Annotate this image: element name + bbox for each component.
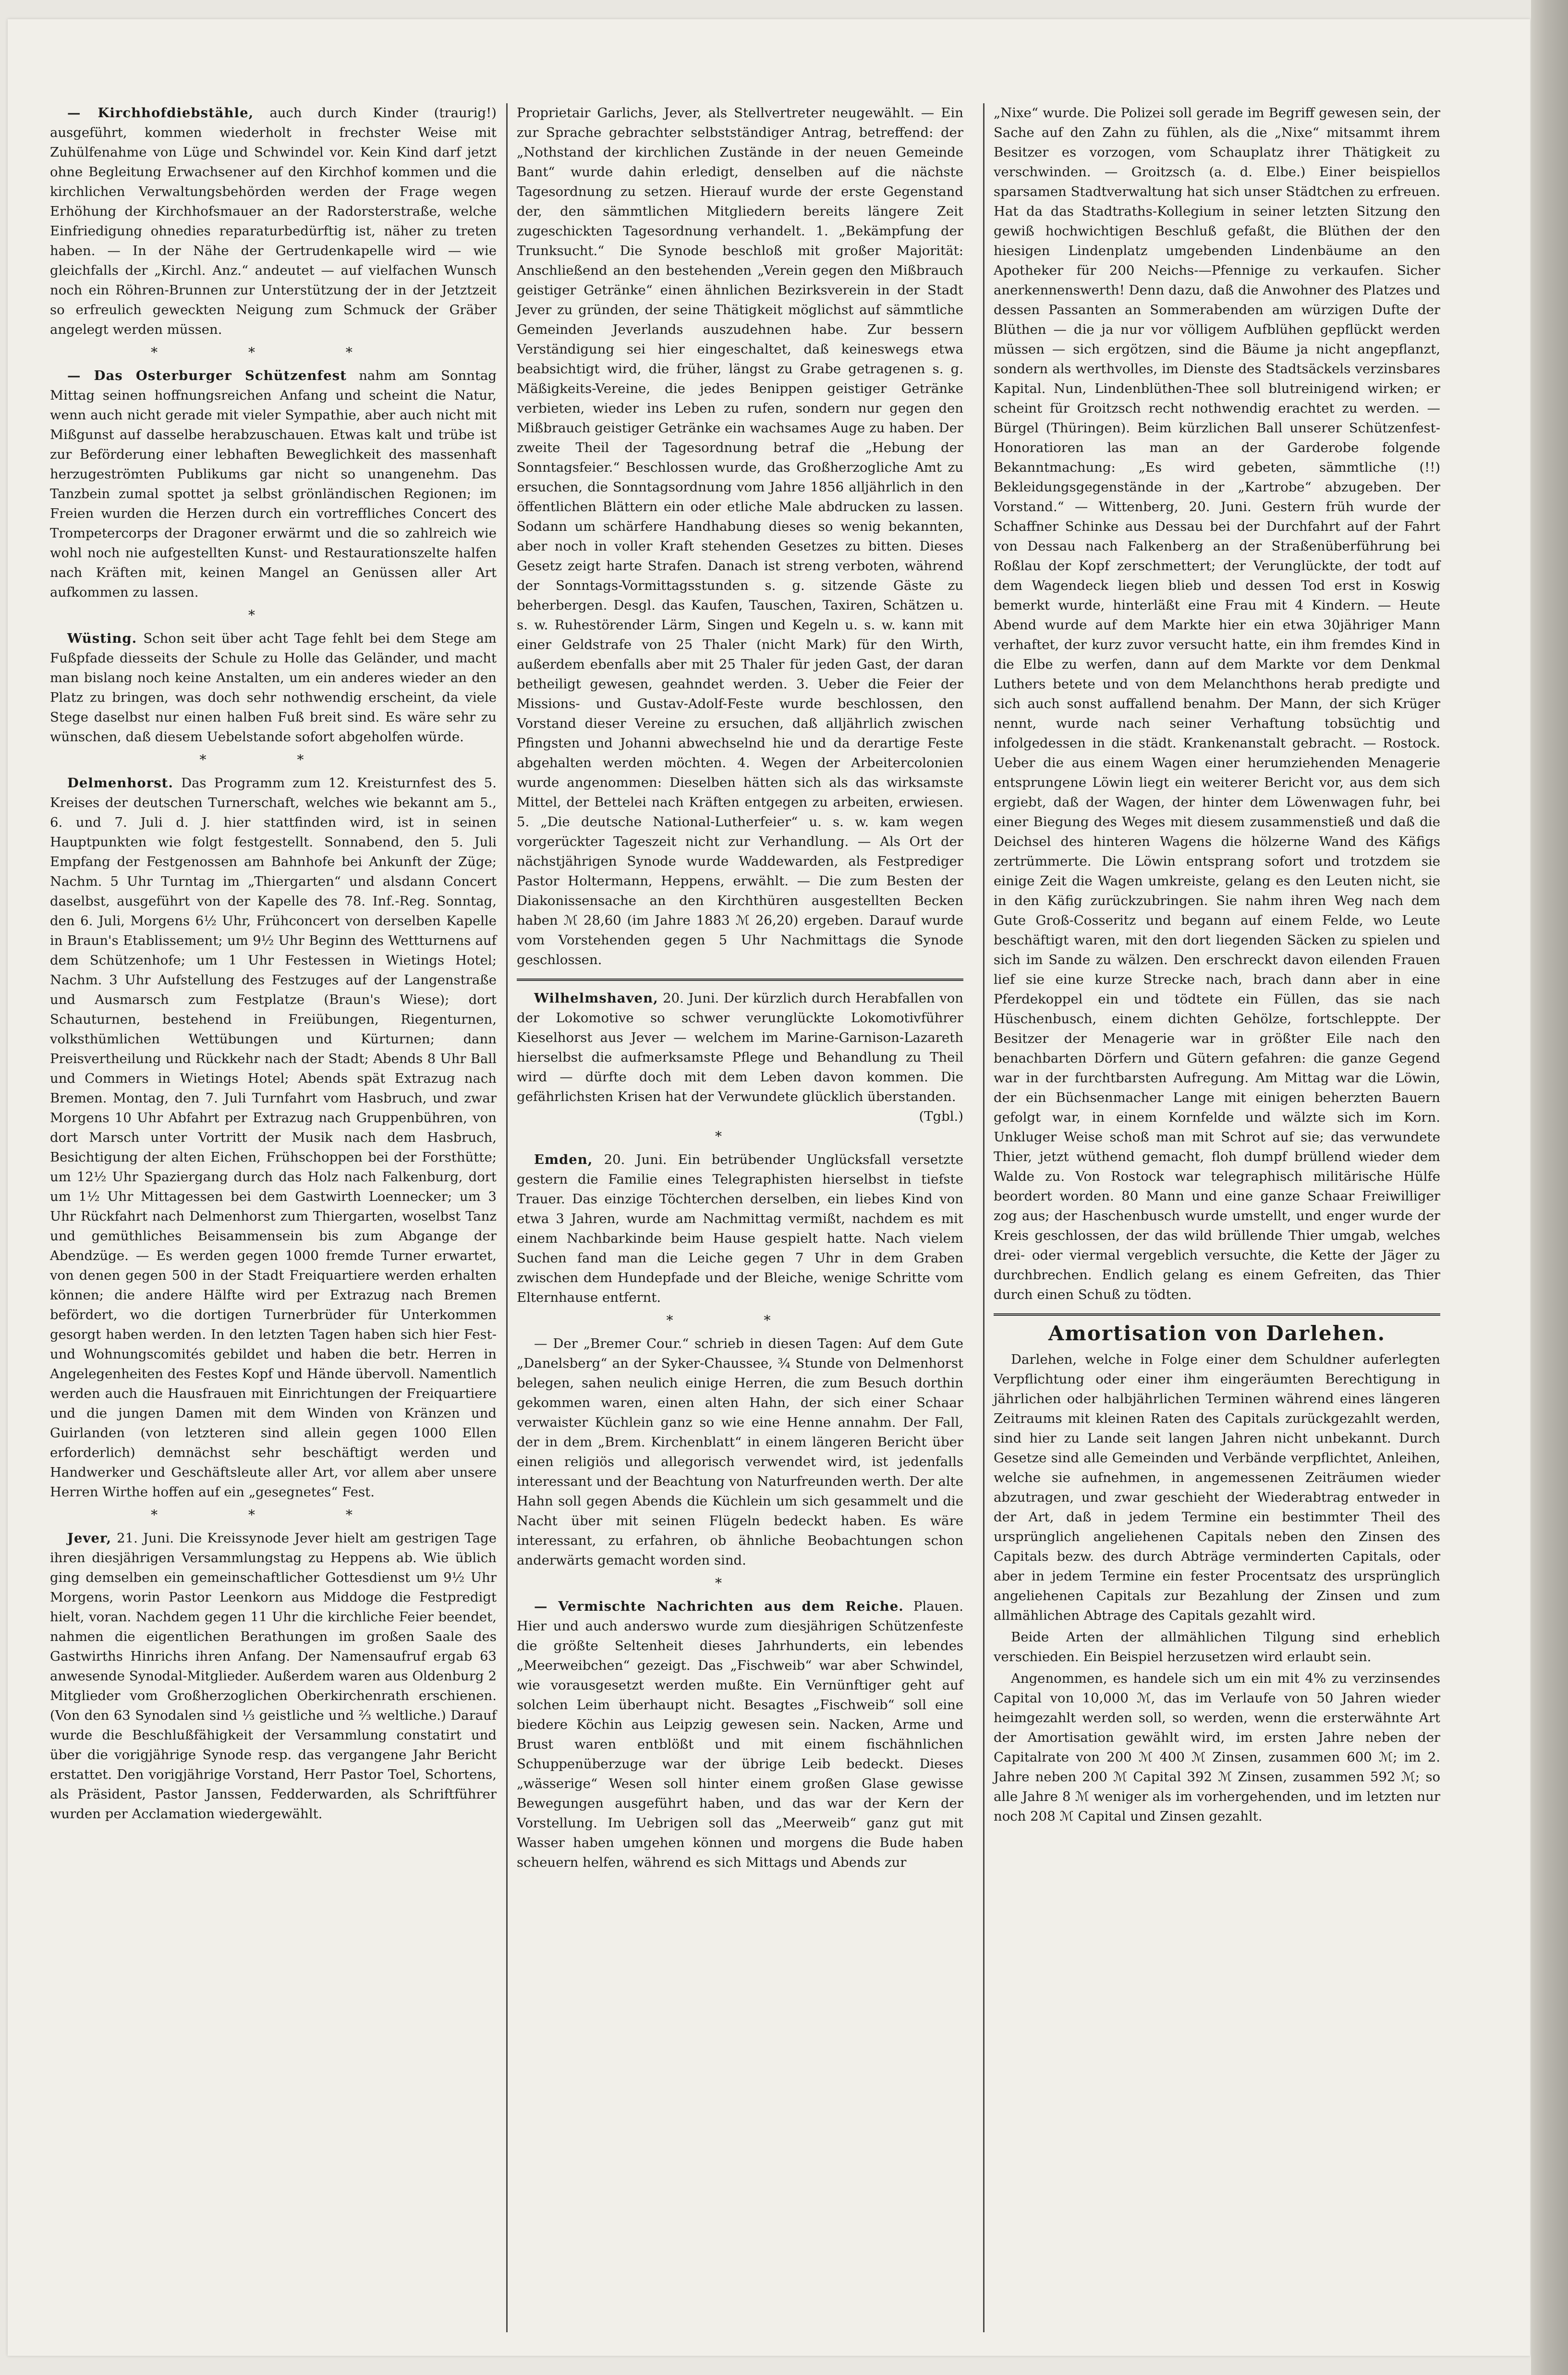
separator-stars: *	[715, 1128, 765, 1144]
page-binding-edge	[1531, 0, 1568, 2375]
column-left	[50, 103, 497, 1826]
article-kirchhof	[50, 103, 497, 340]
separator-stars: * * *	[151, 344, 396, 360]
article-body: 20. Juni. Der kürzlich durch Herabfallen von der Lokomotive so schwer verunglückte Lokomotivführer Kieselhorst aus Jever — welchem im Marine-Garnison-Lazareth hierselbst die aufmerksamste Pflege und Behandlung zu Theil wird — dürfte doch mit dem Leben davon kommen. Die gefährlichsten Krisen hat der Verwundete glücklich überstanden.	[517, 991, 963, 1104]
article-heading: — Das Osterburger Schützenfest	[67, 368, 347, 383]
article-heading: Wilhelmshaven,	[534, 991, 658, 1006]
article-body: 21. Juni. Die Kreissynode Jever hielt am gestrigen Tage ihren diesjährigen Versammlungstag zu Heppens ab. Wie üblich ging demselben ein gemeinschaftlicher Gottesdienst um 9½ Uhr Morgens, worin Pastor Leenkorn aus Middoge die Festpredigt hielt, voran. Nachdem gegen 11 Uhr die kirchliche Feier beendet, nahmen die eigentlichen Berathungen im großen Saale des Gastwirths Hinrichs ihren Anfang. Der Namensaufruf ergab 63 anwesende Synodal-Mitglieder. Außerdem waren aus Oldenburg 2 Mitglieder vom Großherzoglichen Oberkirchenrath erschienen. (Von den 63 Synodalen sind ⅓ geistliche und ⅔ weltliche.) Darauf wurde die Beschlußfähigkeit der Versammlung constatirt und über die vorigjährige Synode resp. das vergangene Jahr Bericht erstattet. Den vorigjährige Vorstand, Herr Pastor Toel, Schortens, als Präsident, Pastor Janssen, Fedderwarden, als Schriftführer wurden per Acclamation wiedergewählt.	[50, 1530, 497, 1822]
article-body: Plauen. Hier und auch anderswo wurde zum diesjährigen Schützenfeste die größte Seltenheit dieses Jahrhunderts, ein lebendes „Meerweibchen“ gezeigt. Das „Fischweib“ war aber Schwindel, wie vorausgesetzt werden mußte. Ein Vernünftiger geht auf solchen Leim überhaupt nicht. Besagtes „Fischweib“ soll eine biedere Köchin aus Leipzig gewesen sein. Nacken, Arme und Brust waren entblößt und mit einem fischähnlichen Schuppenüberzuge war der übrige Leib bedeckt. Dieses „wässerige“ Wesen soll hinter einem großen Glase gewisse Bewegungen ausgeführt haben, und das war der Kern der Vorstellung. Im Uebrigen soll das „Meerweib“ ganz gut mit Wasser haben umgehen können und morgens die Bude haben scheuern helfen, während es sich Mittags und Abends zur	[517, 1599, 963, 1870]
article-heading: Wüsting.	[67, 631, 137, 646]
column-rule	[983, 103, 985, 2332]
newspaper-page	[8, 19, 1530, 2356]
double-rule	[517, 979, 963, 981]
article-heading: Jever,	[67, 1530, 112, 1546]
article-source: (Tgbl.)	[919, 1109, 963, 1124]
article-wuesting	[50, 629, 497, 747]
article-heading: Emden,	[534, 1152, 593, 1167]
separator-stars: *	[248, 607, 298, 623]
column-right	[994, 103, 1440, 1828]
article-jever-continued: Proprietair Garlichs, Jever, als Stellvertreter neugewählt. — Ein zur Sprache gebrachter selbstständiger Antrag, betreffend: der „Nothstand der kirchlichen Zustände in der neuen Gemeinde Bant“ wurde dahin erledigt, denselben auf die nächste Tagesordnung zu setzen. Hierauf wurde der erste Gegenstand der, den sämmtlichen Mitgliedern bereits längere Zeit zugeschickten Tagesordnung verhandelt. 1. „Bekämpfung der Trunksucht.“ Die Synode beschloß mit großer Majorität: Anschließend an den bestehenden „Verein gegen den Mißbrauch geistiger Getränke“ einen ähnlichen Bezirksverein in der Stadt Jever zu gründen, der seine Thätigkeit möglichst auf sämmtliche Gemeinden Jeverlands auszudehnen habe. Zur bessern Verständigung sei hier eingeschaltet, daß keineswegs etwa beabsichtigt wird, die früher, längst zu Grabe getragenen s. g. Mäßigkeits-Vereine, die jedes Benippen geistiger Getränke verbieten, wieder ins Leben zu rufen, sondern nur gegen den Mißbrauch geistiger Getränke ein wachsames Auge zu haben. Der zweite Theil der Tagesordnung betraf die „Hebung der Sonntagsfeier.“ Beschlossen wurde, das Großherzogliche Amt zu ersuchen, die Sonntagsordnung vom Jahre 1856 alljährlich in den öffentlichen Blättern ein oder etliche Male abdrucken zu lassen. Sodann um schärfere Handhabung dieses so wenig bekannten, aber noch in voller Kraft stehenden Gesetzes zu bitten. Dieses Gesetz zeigt harte Strafen. Danach ist streng verboten, während der Sonntags-Vormittagsstunden s. g. sitzende Gäste zu beherbergen. Desgl. das Kaufen, Tauschen, Taxiren, Schätzen u. s. w. Ruhestörender Lärm, Singen und Kegeln u. s. w. kann mit einer Geldstrafe von 25 Thaler (nicht Mark) für den Wirth, außerdem ebenfalls aber mit 25 Thaler für jeden Gast, der daran betheiligt gewesen, geahndet werden. 3. Ueber die Feier der Missions- und Gustav-Adolf-Feste wurde beschlossen, den Vorstand dieser Vereine zu ersuchen, daß alljährlich zwischen Pfingsten und Johanni abwechselnd hie und da derartige Feste abgehalten werden möchten. 4. Wegen der Arbeitercolonien wurde angenommen: Dieselben hätten sich als das wirksamste Mittel, der Bettelei nach Kräften entgegen zu arbeiten, erwiesen. 5. „Die deutsche National-Lutherfeier“ u. s. w. kam wegen vorgerückter Tageszeit nicht zur Verhandlung. — Als Ort der nächstjährigen Synode wurde Waddewarden, als Festprediger Pastor Holtermann, Heppens, erwählt. — Die zum Besten der Diakonissensache an den Kirchthüren ausgestellten Becken haben ℳ 28,60 (im Jahre 1883 ℳ 26,20) ergeben. Darauf wurde vom Vorstehenden gegen 5 Uhr Nachmittags die Synode geschlossen.	[517, 105, 963, 967]
article-jever	[50, 1529, 497, 1824]
article-wilhelmshaven	[517, 989, 963, 1124]
article-delmenhorst	[50, 773, 497, 1502]
article-body: nahm am Sonntag Mittag seinen hoffnungsreichen Anfang und scheint die Natur, wenn auch nicht gerade mit vieler Sympathie, aber auch nicht mit Mißgunst auf dasselbe herabzuschauen. Etwas kalt und trübe ist zur Beförderung einer lebhaften Beweglichkeit des massenhaft herzugeströmten Publikums gar nicht so unangenehm. Das Tanzbein zumal spottet ja selbst grönländischen Regionen; im Freien wurden die Herzen durch ein vortreffliches Concert des Trompetercorps der Dragoner erwärmt und die so zahlreich wie wohl noch nie aufgestellten Kunst- und Restaurationszelte halfen nach Kräften mit, keinen Mangel an Genüssen aller Art aufkommen zu lassen.	[50, 368, 497, 600]
article-bremer-courier: — Der „Bremer Cour.“ schrieb in diesen Tagen: Auf dem Gute „Danelsberg“ an der Syker-Chaussee, ¾ Stunde von Delmenhorst belegen, sahen neulich einige Herren, die zum Besuch dorthin gekommen waren, einen alten Hahn, der sich einer Schaar verwaister Küchlein ganz so wie eine Henne annahm. Der Fall, der in dem „Brem. Kirchenblatt“ in einem längeren Bericht über einen religiös und allegorisch verwendet wird, ist jedenfalls interessant und der Beachtung von Naturfreunden werth. Der alte Hahn soll gegen Abends die Küchlein um sich gesammelt und die Nacht über mit seinen Flügeln bedeckt haben. Es wäre interessant, zu erfahren, ob ähnliche Beobachtungen schon anderwärts gemacht worden sind.	[517, 1336, 963, 1568]
separator-stars: *	[715, 1575, 765, 1591]
article-osterburg	[50, 366, 497, 602]
double-rule	[994, 1313, 1440, 1316]
column-middle	[517, 103, 963, 1874]
article-title-amortisation: Amortisation von Darlehen.	[1048, 1322, 1386, 1345]
article-emden	[517, 1150, 963, 1308]
article-body: auch durch Kinder (traurig!) ausgeführt, kommen wiederholt in frechster Weise mit Zuhülfenahme von Lüge und Schwindel vor. Kein Kind darf jetzt ohne Begleitung Erwachsener auf den Kirchhof kommen und die kirchlichen Verwaltungsbehörden werden der Frage wegen Erhöhung der Kirchhofsmauer an der Radorsterstraße, welche Einfriedigung ohnedies reparaturbedürftig ist, näher zu treten haben. — In der Nähe der Gertrudenkapelle wird — wie gleichfalls der „Kirchl. Anz.“ andeutet — auf vielfachen Wunsch noch ein Röhren-Brunnen zur Unterstützung der in der Jetztzeit so erfreulich geweckten Neigung zum Schmuck der Gräber angelegt werden müssen.	[50, 105, 497, 337]
article-vermischte-continued: „Nixe“ wurde. Die Polizei soll gerade im Begriff gewesen sein, der Sache auf den Zahn zu fühlen, als die „Nixe“ mitsammt ihrem Besitzer es vorzogen, vom Schauplatz ihrer Thätigkeit zu verschwinden. — Groitzsch (a. d. Elbe.) Einer beispiellos sparsamen Stadtverwaltung hat sich unser Städtchen zu erfreuen. Hat da das Stadtraths-Kollegium in seiner letzten Sitzung den gewiß hochwichtigen Beschluß gefaßt, die Blüthen der den hiesigen Lindenplatz umgebenden Lindenbäume an den Apotheker für 200 Neichs-—Pfennige zu verkaufen. Sicher anerkennenswerth! Denn dazu, daß die Anwohner des Platzes und dessen Passanten an Sommerabenden am würzigen Dufte der Blüthen — die ja nur vor völligem Aufblühen gepflückt werden müssen — sich ergötzen, sind die Bäume ja nicht angepflanzt, sondern als werthvolles, im Dienste des Stadtsäckels verzinsbares Kapital. Nun, Lindenblüthen-Thee soll blutreinigend wirken; er scheint für Groitzsch recht nothwendig erachtet zu werden. — Bürgel (Thüringen). Beim kürzlichen Ball unserer Schützenfest-Honoratioren las man an der Garderobe folgende Bekanntmachung: „Es wird gebeten, sämmtliche (!!) Bekleidungsgegenstände in der „Kartrobe“ abzugeben. Der Vorstand.“ — Wittenberg, 20. Juni. Gestern früh wurde der Schaffner Schinke aus Dessau bei der Durchfahrt auf der Fahrt von Dessau nach Falkenberg an der Straßenüberführung bei Roßlau der Kopf zerschmettert; der Verunglückte, der todt auf dem Wagendeck liegen blieb und dessen Tod erst in Koswig bemerkt wurde, hinterläßt eine Frau mit 4 Kindern. — Heute Abend wurde auf dem Markte hier ein etwa 30jähriger Mann verhaftet, der kurz zuvor versucht hatte, ein ihm fremdes Kind in die Elbe zu werfen, dann auf dem Markte vor dem Denkmal Luthers betete und von dem Melanchthons herab predigte und sich auch sonst auffallend benahm. Der Mann, der sich Krüger nennt, wurde nach seiner Verhaftung tobsüchtig und infolgedessen in die städt. Krankenanstalt gebracht. — Rostock. Ueber die aus einem Wagen einer herumziehenden Menagerie entsprungene Löwin liegt ein weiterer Bericht vor, aus dem sich ergiebt, daß der Wagen, der hinter dem Löwenwagen fuhr, bei einer Biegung des Weges mit diesem zusammenstieß und daß die Deichsel des hinteren Wagens die hölzerne Wand des Käfigs zertrümmerte. Die Löwin entsprang sofort und trotzdem sie einige Zeit die Wagen umkreiste, gelang es den Leuten nicht, sie in den Käfig zurückzubringen. Sie nahm ihren Weg nach dem Gute Groß-Cosseritz und begann auf einem Felde, wo Leute beschäftigt waren, mit den dort liegenden Säcken zu spielen und sich im Sande zu wälzen. Den erschreckt davon eilenden Frauen lief sie eine kurze Strecke nach, brach dann aber in eine Pferdekoppel ein und tödtete ein Füllen, das sie nach Hüschenbusch, einem dichten Gehölze, fortschleppte. Der Besitzer der Menagerie war in größter Eile nach den benachbarten Dörfern und Gütern gefahren: die ganze Gegend war in der furchtbarsten Aufregung. Am Mittag war die Löwin, der ein Büchsenmacher Lange mit einigen beherzten Bauern gefolgt war, in einem Kornfelde und wälzte sich im Korn. Unkluger Weise schoß man mit Schrot auf sie; das verwundete Thier, jetzt wüthend gemacht, floh dumpf brüllend wieder dem Walde zu. Von Rostock war telegraphisch militärische Hülfe beordert worden. 80 Mann und eine ganze Schaar Freiwilliger zog aus; der Haschenbusch wurde umstellt, und enger wurde der Kreis geschlossen, der das wild brüllende Thier umgab, welches drei- oder viermal vergeblich versuchte, die Kette der Jäger zu durchbrechen. Endlich gelang es einem Gefreiten, das Thier durch einen Schuß zu tödten.	[994, 105, 1440, 1302]
amortisation-paragraph: Beide Arten der allmählichen Tilgung sind erheblich verschieden. Ein Beispiel herzusetzen wird erlaubt sein.	[994, 1629, 1440, 1665]
amortisation-paragraph: Angenommen, es handele sich um ein mit 4% zu verzinsendes Capital von 10,000 ℳ, das im Verlaufe von 50 Jahren wieder heimgezahlt werden soll, so werden, wenn die ersterwähnte Art der Amortisation gewählt wird, im ersten Jahre neben der Capitalrate von 200 ℳ 400 ℳ Zinsen, zusammen 600 ℳ; im 2. Jahre neben 200 ℳ Capital 392 ℳ Zinsen, zusammen 592 ℳ; so alle Jahre 8 ℳ weniger als im vorhergehenden, und im letzten nur noch 208 ℳ Capital und Zinsen gezahlt.	[994, 1671, 1440, 1824]
article-body: Schon seit über acht Tage fehlt bei dem Stege am Fußpfade diesseits der Schule zu Holle das Geländer, und macht man bislang noch keine Anstalten, um ein anderes wieder an den Platz zu bringen, was doch sehr nothwendig erscheint, da viele Stege daselbst nur einen halben Fuß breit sind. Es wäre sehr zu wünschen, daß diesem Uebelstande sofort abgeholfen würde.	[50, 631, 497, 745]
separator-stars: * *	[666, 1312, 814, 1328]
article-vermischte	[517, 1597, 963, 1873]
article-heading: — Kirchhofdiebstähle,	[67, 105, 254, 121]
article-heading: — Vermischte Nachrichten aus dem Reiche.	[534, 1599, 904, 1614]
article-heading: Delmenhorst.	[67, 775, 173, 791]
column-rule	[506, 103, 508, 2332]
separator-stars: * * *	[151, 1507, 396, 1523]
article-body: Das Programm zum 12. Kreisturnfest des 5. Kreises der deutschen Turnerschaft, welches wie bekannt am 5., 6. und 7. Juli d. J. hier stattfinden wird, ist in seinen Hauptpunkten wie folgt festgestellt. Sonnabend, den 5. Juli Empfang der Festgenossen am Bahnhofe bei Ankunft der Züge; Nachm. 5 Uhr Turntag im „Thiergarten“ und alsdann Concert daselbst, ausgeführt von der Kapelle des 78. Inf.-Reg. Sonntag, den 6. Juli, Morgens 6½ Uhr, Frühconcert von derselben Kapelle in Braun's Etablissement; um 9½ Uhr Beginn des Wettturnens auf dem Schützenhofe; um 1 Uhr Festessen in Wietings Hotel; Nachm. 3 Uhr Aufstellung des Festzuges auf der Langenstraße und Ausmarsch zum Festplatze (Braun's Wiese); dort Schauturnen, bestehend in Freiübungen, Riegenturnen, volksthümlichen Wettübungen und Kürturnen; dann Preisvertheilung und Rückkehr nach der Stadt; Abends 8 Uhr Ball und Commers in Wietings Hotel; Abends spät Extrazug nach Bremen. Montag, den 7. Juli Turnfahrt vom Hasbruch, und zwar Morgens 10 Uhr Abfahrt per Extrazug nach Gruppenbühren, von dort Marsch unter Vortritt der Musik nach dem Hasbruch, Besichtigung der alten Eichen, Frühschoppen bei der Forsthütte; um 12½ Uhr Spaziergang durch das Holz nach Falkenburg, dort um 1½ Uhr Mittagessen bei dem Gastwirth Loennecker; um 3 Uhr Rückfahrt nach Delmenhorst zum Thiergarten, woselbst Tanz und gemüthliches Beisammensein bis zum Abgange der Abendzüge. — Es werden gegen 1000 fremde Turner erwartet, von denen gegen 500 in der Stadt Freiquartiere werden erhalten können; die andere Hälfte wird per Extrazug nach Bremen befördert, wo die dortigen Turnerbrüder für Unterkommen gesorgt haben werden. In den letzten Tagen haben sich hier Fest- und Wohnungscomités gebildet und haben die betr. Herren in Angelegenheiten des Festes Kopf und Hände übervoll. Namentlich werden auch die Hausfrauen mit Einrichtungen der Freiquartiere und die jungen Damen mit dem Winden von Kränzen und Guirlanden (von letzteren sind allein gegen 1000 Ellen erforderlich) demnächst sehr beschäftigt werden und Handwerker und Geschäftsleute aller Art, vor allem aber unsere Herren Wirthe hoffen auf ein „gesegnetes“ Fest.	[50, 775, 497, 1500]
amortisation-paragraph: Darlehen, welche in Folge einer dem Schuldner auferlegten Verpflichtung oder einer ihm eingeräumten Berechtigung in jährlichen oder halbjährlichen Terminen während eines längeren Zeitraums mit kleinen Raten des Capitals zurückgezahlt werden, sind hier zu Lande seit langen Jahren nicht unbekannt. Durch Gesetze sind alle Gemeinden und Verbände verpflichtet, Anleihen, welche sie aufnehmen, in angemessenen Zeiträumen wieder abzutragen, und zwar geschieht der Wiederabtrag entweder in der Art, daß in jedem Termine ein bestimmter Theil des ursprünglich angeliehenen Capitals neben den Zinsen des Capitals bezw. des durch Abträge verminderten Capitals, oder aber in jedem Termine ein fester Procentsatz des ursprünglich angeliehenen Capitals zur Bezahlung der Zinsen und zum allmählichen Abtrage des Capitals gezahlt wird.	[994, 1352, 1440, 1623]
separator-stars: * *	[199, 752, 347, 768]
article-body: 20. Juni. Ein betrübender Unglücksfall versetzte gestern die Familie eines Telegraphisten hierselbst in tiefste Trauer. Das einzige Töchterchen derselben, ein liebes Kind von etwa 3 Jahren, wurde am Nachmittag vermißt, nachdem es mit einem Nachbarkinde beim Hause gespielt hatte. Nach vielem Suchen fand man die Leiche gegen 7 Uhr in dem Graben zwischen dem Hundepfade und der Bleiche, wenige Schritte vom Elternhause entfernt.	[517, 1152, 963, 1305]
